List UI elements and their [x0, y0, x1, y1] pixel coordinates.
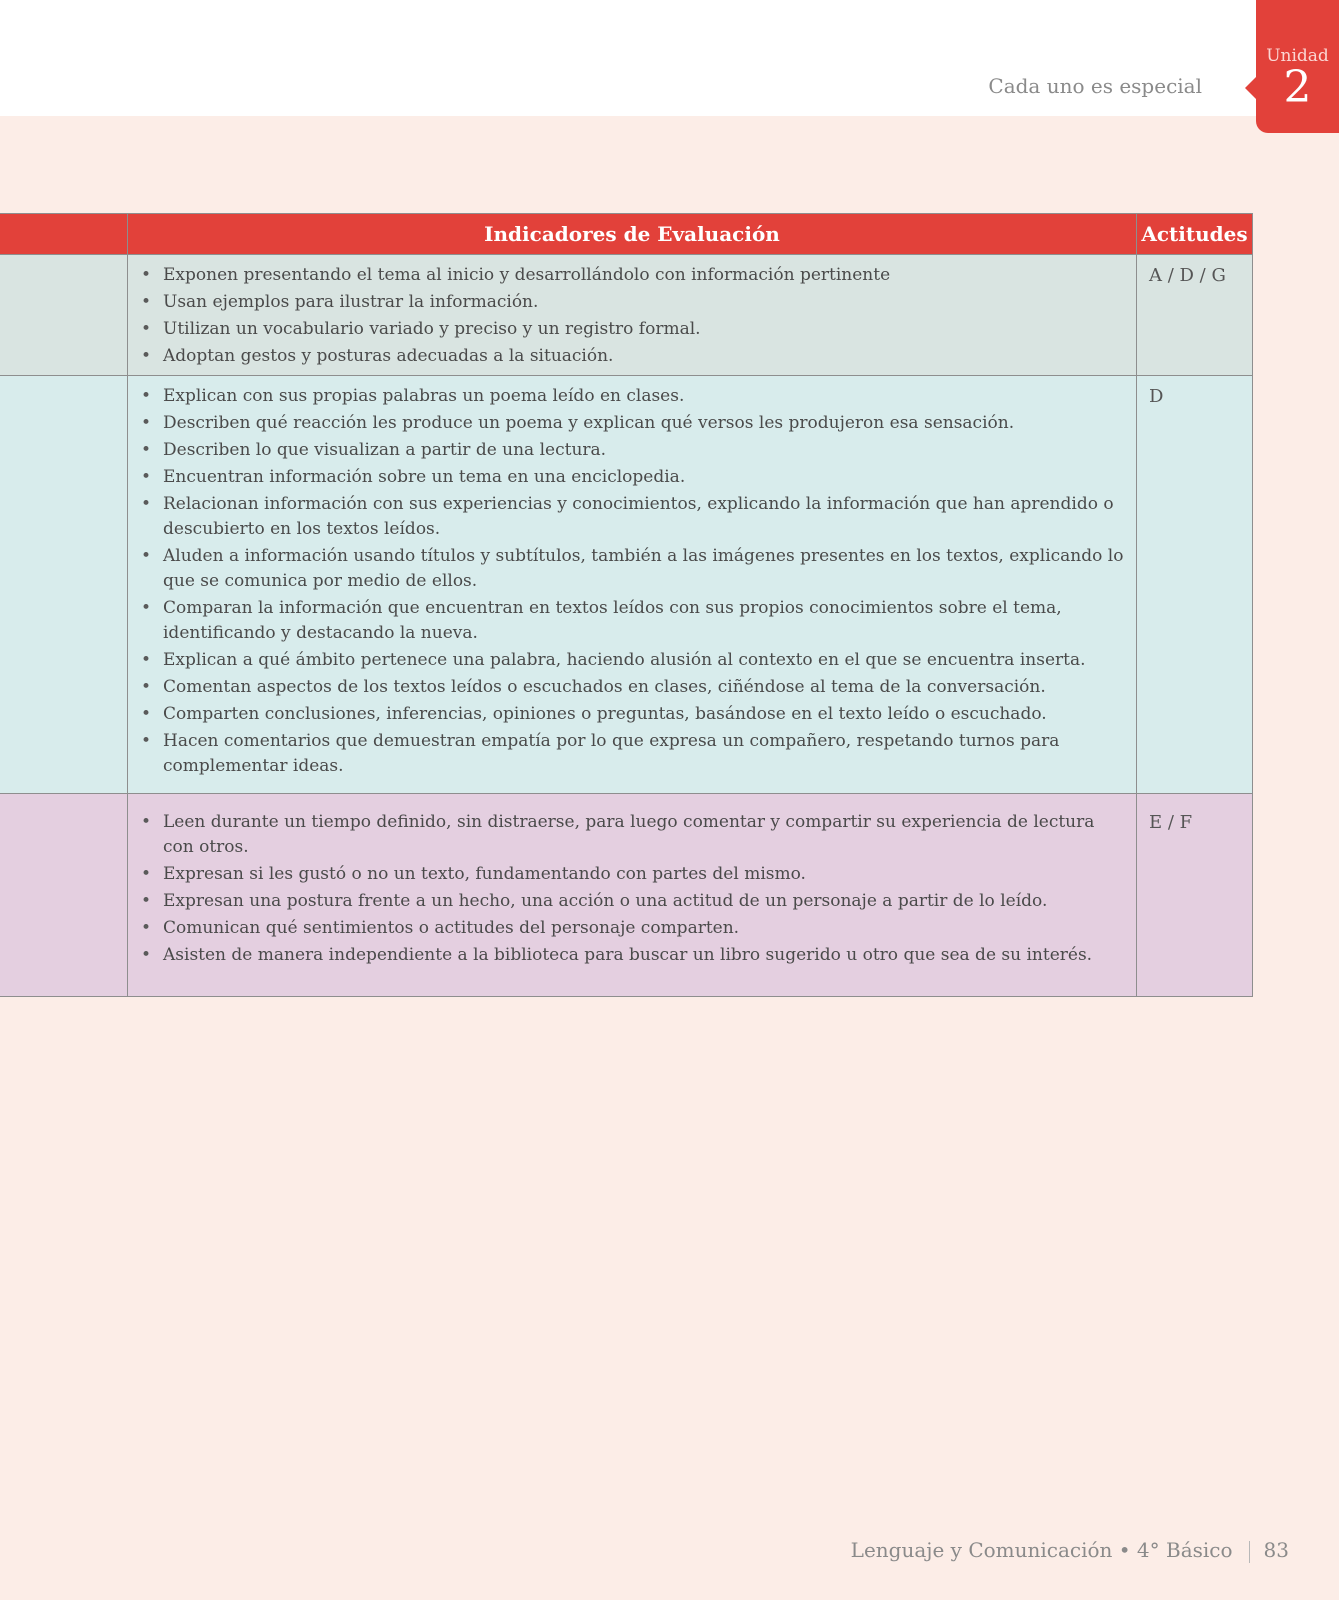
header-cell-blank: [0, 214, 128, 254]
indicator-item: • Asisten de manera independiente a la biblioteca para buscar un libro sugerido u otro que sea de su interés.: [163, 943, 1126, 968]
unit-tab-notch: [1245, 77, 1256, 99]
indicator-item: • Usan ejemplos para ilustrar la información.: [163, 290, 1126, 315]
indicator-item: • Leen durante un tiempo definido, sin distraerse, para luego comentar y compartir su experiencia de lectura con otros.: [163, 810, 1126, 860]
attitudes-cell: D: [1149, 386, 1164, 407]
indicator-item: • Describen qué reacción les produce un poema y explican qué versos les produjeron esa sensación.: [163, 411, 1126, 436]
page-footer: [0, 1538, 1289, 1563]
table-row: [0, 254, 1252, 375]
indicator-list: [128, 794, 1136, 968]
indicator-item: • Explican con sus propias palabras un poema leído en clases.: [163, 384, 1126, 409]
header-attitudes: Actitudes: [1141, 222, 1248, 246]
indicator-item: • Comparan la información que encuentran en textos leídos con sus propios conocimientos sobre el tema, identificando y destacando la nueva.: [163, 596, 1126, 646]
indicator-item: • Relacionan información con sus experiencias y conocimientos, explicando la información que han aprendido o descubierto en los textos leídos.: [163, 492, 1126, 542]
indicator-item: • Adoptan gestos y posturas adecuadas a la situación.: [163, 344, 1126, 369]
unit-label: Unidad: [1266, 46, 1329, 66]
chapter-title: Cada uno es especial: [988, 74, 1202, 98]
evaluation-table: [0, 213, 1253, 997]
table-row: [0, 793, 1252, 996]
row-label-cell: [0, 376, 128, 793]
indicator-item: • Expresan si les gustó o no un texto, fundamentando con partes del mismo.: [163, 862, 1126, 887]
row-label-cell: [0, 794, 128, 996]
indicator-item: • Comparten conclusiones, inferencias, opiniones o preguntas, basándose en el texto leído o escuchado.: [163, 702, 1126, 727]
indicator-list: [128, 376, 1136, 779]
indicator-item: • Comentan aspectos de los textos leídos o escuchados en clases, ciñéndose al tema de la conversación.: [163, 675, 1126, 700]
unit-tab: [1256, 0, 1339, 133]
indicator-item: • Expresan una postura frente a un hecho, una acción o una actitud de un personaje a partir de lo leído.: [163, 889, 1126, 914]
attitudes-cell: A / D / G: [1149, 265, 1226, 286]
book-title: Lenguaje y Comunicación • 4° Básico: [850, 1538, 1233, 1562]
indicator-item: • Aluden a información usando títulos y subtítulos, también a las imágenes presentes en los textos, explicando lo que se comunica por medio de ellos.: [163, 544, 1126, 594]
indicators-cell: [128, 794, 1137, 996]
indicator-item: • Explican a qué ámbito pertenece una palabra, haciendo alusión al contexto en el que se encuentra inserta.: [163, 648, 1126, 673]
attitudes-cell: E / F: [1149, 812, 1193, 833]
unit-number: 2: [1283, 62, 1312, 113]
table-row: [0, 375, 1252, 793]
row-label-cell: [0, 255, 128, 375]
header-band: [0, 0, 1339, 116]
indicators-cell: [128, 376, 1137, 793]
indicator-item: • Hacen comentarios que demuestran empatía por lo que expresa un compañero, respetando turnos para complementar ideas.: [163, 729, 1126, 779]
page-number: 83: [1263, 1538, 1289, 1562]
table-header-row: [0, 214, 1252, 254]
indicators-cell: [128, 255, 1137, 375]
indicator-item: • Describen lo que visualizan a partir de una lectura.: [163, 438, 1126, 463]
indicator-item: • Comunican qué sentimientos o actitudes del personaje comparten.: [163, 916, 1126, 941]
header-indicators: Indicadores de Evaluación: [128, 214, 1137, 254]
indicator-item: • Exponen presentando el tema al inicio y desarrollándolo con información pertinente: [163, 263, 1126, 288]
indicator-item: • Utilizan un vocabulario variado y preciso y un registro formal.: [163, 317, 1126, 342]
indicator-item: • Encuentran información sobre un tema en una enciclopedia.: [163, 465, 1126, 490]
footer-divider: [1249, 1541, 1250, 1563]
indicator-list: [128, 255, 1136, 369]
